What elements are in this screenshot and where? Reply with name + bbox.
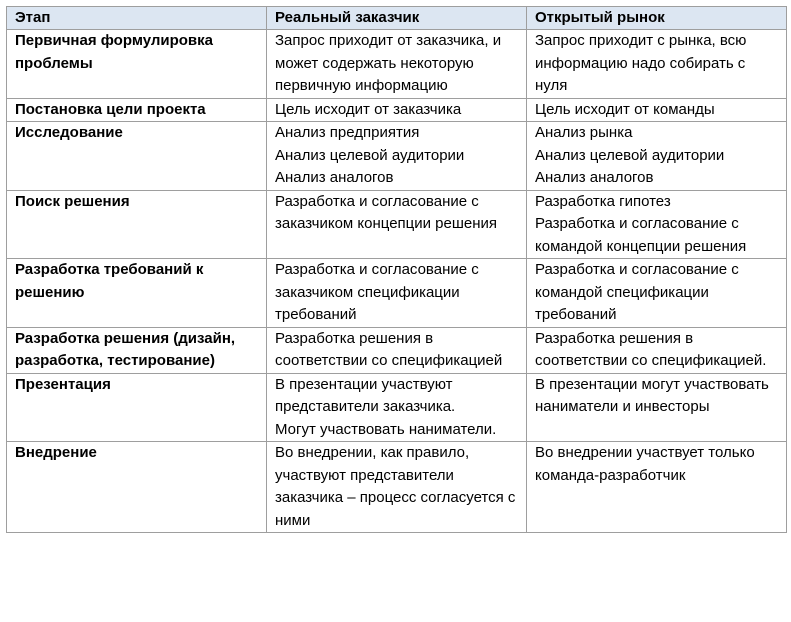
cell-line: Анализ целевой аудитории (535, 146, 725, 164)
table-row (7, 30, 787, 99)
cell-line: Разработка и согласование с заказчиком концепции решения (275, 192, 498, 232)
real-customer-cell (267, 190, 527, 259)
cell-line: Запрос приходит с рынка, всю информацию надо собирать с нуля (535, 32, 747, 94)
table-row (7, 373, 787, 442)
table-row (7, 122, 787, 191)
cell-line: В презентации участвуют представители заказчика. (275, 375, 456, 415)
table-row (7, 98, 787, 122)
stage-cell: Презентация (7, 373, 267, 442)
table-row (7, 259, 787, 328)
table-header (7, 7, 787, 30)
real-customer-cell (267, 122, 527, 191)
real-customer-cell (267, 30, 527, 99)
cell-line: Во внедрении участвует только команда-разработчик (535, 444, 755, 484)
real-customer-cell (267, 259, 527, 328)
cell-line: Разработка решения в соответствии со спецификацией. (535, 329, 767, 369)
cell-line: Анализ предприятия (275, 124, 420, 141)
cell-line: Цель исходит от команды (535, 100, 715, 118)
stage-cell: Разработка решения (дизайн, разработка, тестирование) (7, 327, 267, 373)
table-row (7, 327, 787, 373)
table-body (7, 30, 787, 533)
stage-cell: Разработка требований к решению (7, 259, 267, 328)
real-customer-cell (267, 442, 527, 533)
stage-cell: Постановка цели проекта (7, 98, 267, 122)
cell-line: Цель исходит от заказчика (275, 100, 462, 118)
open-market-cell (527, 98, 787, 122)
header-row (7, 7, 787, 30)
open-market-cell (527, 122, 787, 191)
cell-line: Анализ целевой аудитории (275, 146, 465, 164)
open-market-cell (527, 327, 787, 373)
stage-cell: Внедрение (7, 442, 267, 533)
open-market-cell (527, 442, 787, 533)
stage-cell: Поиск решения (7, 190, 267, 259)
table-row (7, 190, 787, 259)
open-market-cell (527, 259, 787, 328)
cell-line: В презентации могут участвовать наниматели и инвесторы (535, 375, 769, 415)
cell-line: Разработка и согласование с командой концепции решения (535, 215, 747, 255)
cell-line: Анализ аналогов (535, 169, 654, 186)
cell-line: Анализ рынка (535, 124, 633, 141)
real-customer-cell (267, 98, 527, 122)
stage-cell: Первичная формулировка проблемы (7, 30, 267, 99)
cell-line: Запрос приходит от заказчика, и может содержать некоторую первичную информацию (275, 32, 502, 94)
open-market-cell (527, 30, 787, 99)
stages-comparison-table (6, 6, 787, 533)
cell-line: Могут участвовать наниматели. (275, 420, 497, 438)
cell-line: Во внедрении, как правило, участвуют представители заказчика – процесс согласуется с ними (275, 444, 516, 529)
stage-cell: Исследование (7, 122, 267, 191)
table-row (7, 442, 787, 533)
cell-line: Анализ аналогов (275, 169, 394, 186)
header-stage: Этап (7, 7, 267, 30)
real-customer-cell (267, 327, 527, 373)
cell-line: Разработка и согласование с заказчиком спецификации требований (275, 261, 479, 323)
cell-line: Разработка и согласование с командой спецификации требований (535, 261, 739, 323)
open-market-cell (527, 373, 787, 442)
cell-line: Разработка гипотез (535, 192, 671, 210)
header-real-customer: Реальный заказчик (267, 7, 527, 30)
real-customer-cell (267, 373, 527, 442)
header-open-market: Открытый рынок (527, 7, 787, 30)
cell-line: Разработка решения в соответствии со спецификацией (275, 329, 503, 369)
open-market-cell (527, 190, 787, 259)
